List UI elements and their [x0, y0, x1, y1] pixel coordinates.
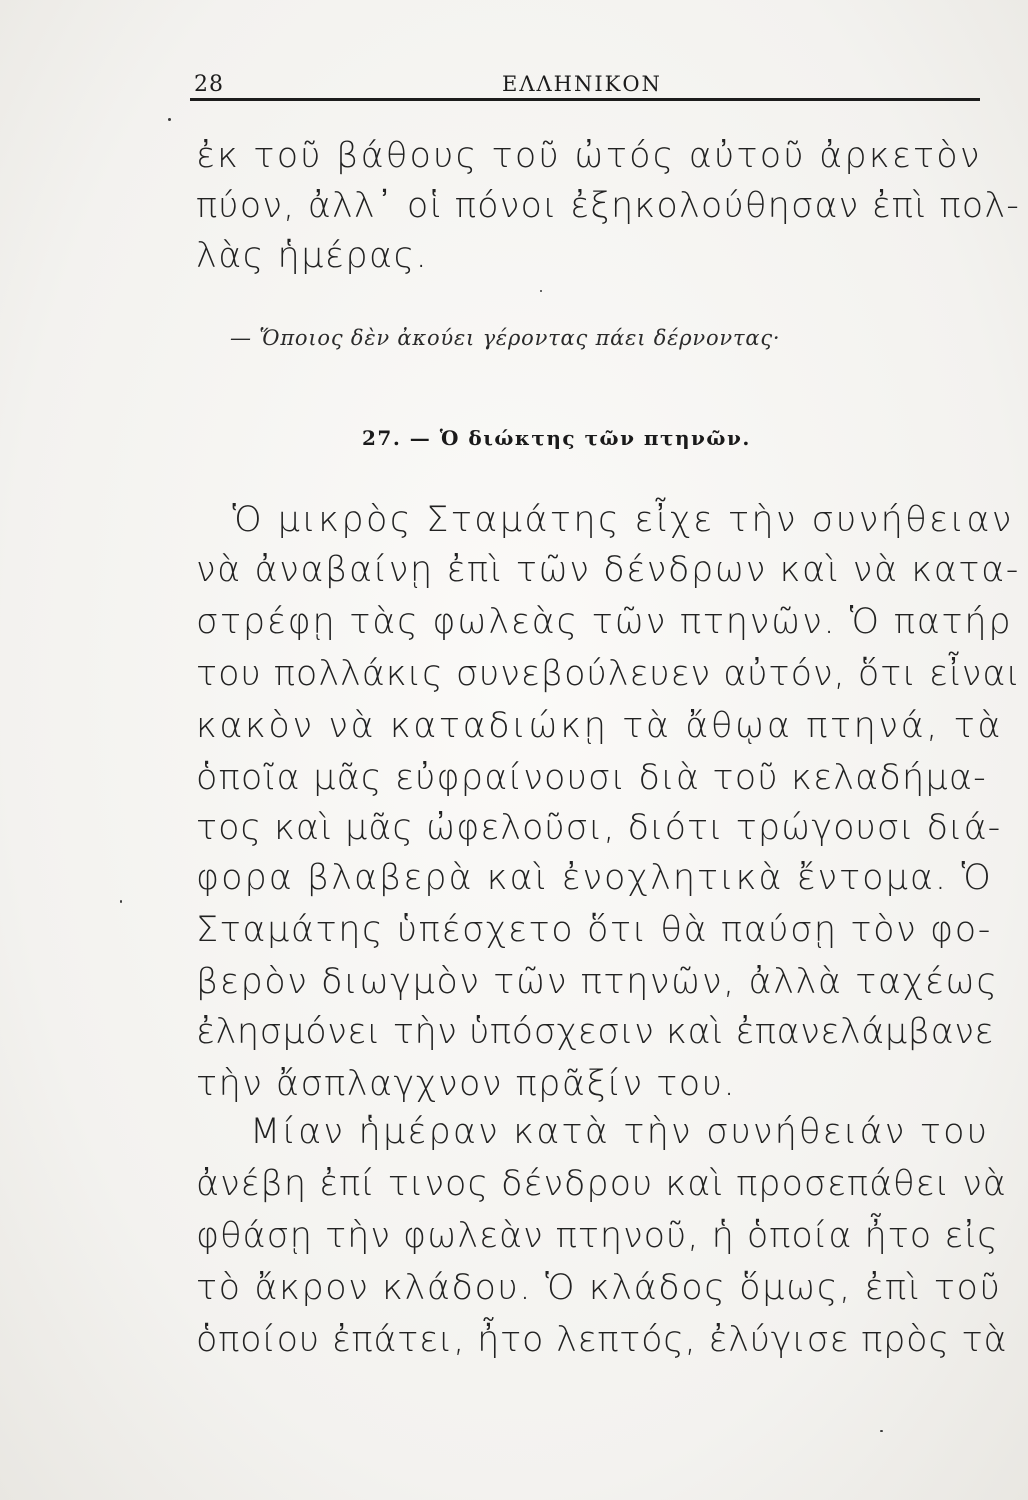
text-line: φθάσῃ τὴν φωλεὰν πτηνοῦ, ἡ ὁποία ἦτο εἰς [196, 1216, 999, 1256]
text-line: στρέφῃ τὰς φωλεὰς τῶν πτηνῶν. Ὁ πατήρ [196, 602, 1013, 642]
running-head: ΕΛΛΗΝΙΚΟΝ [502, 72, 662, 96]
text-line: Σταμάτης ὑπέσχετο ὅτι θὰ παύσῃ τὸν φο- [196, 910, 992, 950]
paper-speck [880, 1430, 883, 1432]
text-line: ἐκ τοῦ βάθους τοῦ ὠτός αὐτοῦ ἀρκετὸν [196, 136, 982, 176]
paper-speck [540, 290, 542, 292]
section-title: 27. — Ὁ διώκτης τῶν πτηνῶν. [362, 426, 751, 450]
page-number: 28 [194, 72, 224, 97]
proverb-line: — Ὅποιος δὲν ἀκούει γέροντας πάει δέρνοντας· [230, 326, 781, 350]
text-line: του πολλάκις συνεβούλευεν αὐτόν, ὅτι εἶναι [196, 654, 1021, 694]
text-line: πύον, ἀλλ᾽ οἱ πόνοι ἐξηκολούθησαν ἐπὶ πολ- [196, 186, 1021, 226]
text-line: Μίαν ἡμέραν κατὰ τὴν συνήθειάν του [250, 1112, 990, 1152]
paper-speck [120, 900, 122, 903]
paper-speck [168, 118, 171, 121]
text-line: ὁποῖα μᾶς εὐφραίνουσι διὰ τοῦ κελαδήμα- [196, 758, 987, 798]
text-line: βερὸν διωγμὸν τῶν πτηνῶν, ἀλλὰ ταχέως [196, 962, 999, 1002]
text-line: ἐλησμόνει τὴν ὑπόσχεσιν καὶ ἐπανελάμβανε [196, 1012, 994, 1052]
text-line: Ὁ μικρὸς Σταμάτης εἶχε τὴν συνήθειαν [232, 500, 1014, 540]
text-line: νὰ ἀναβαίνῃ ἐπὶ τῶν δένδρων καὶ νὰ κατα- [196, 550, 1020, 590]
text-line: ὁποίου ἐπάτει, ἦτο λεπτός, ἐλύγισε πρὸς τὰ [196, 1320, 1008, 1360]
text-line: λὰς ἡμέρας. [196, 236, 429, 276]
text-line: τὸ ἄκρον κλάδου. Ὁ κλάδος ὅμως, ἐπὶ τοῦ [196, 1268, 1002, 1308]
text-line: ἀνέβη ἐπί τινος δένδρου καὶ προσεπάθει νὰ [196, 1164, 1007, 1204]
text-line: φορα βλαβερὰ καὶ ἐνοχλητικὰ ἔντομα. Ὁ [196, 858, 993, 898]
text-line: κακὸν νὰ καταδιώκῃ τὰ ἄθῳα πτηνά, τὰ [196, 706, 1004, 746]
text-line: τὴν ἄσπλαγχνον πρᾶξίν του. [196, 1064, 737, 1104]
text-line: τος καὶ μᾶς ὠφελοῦσι, διότι τρώγουσι διά- [196, 808, 1002, 848]
